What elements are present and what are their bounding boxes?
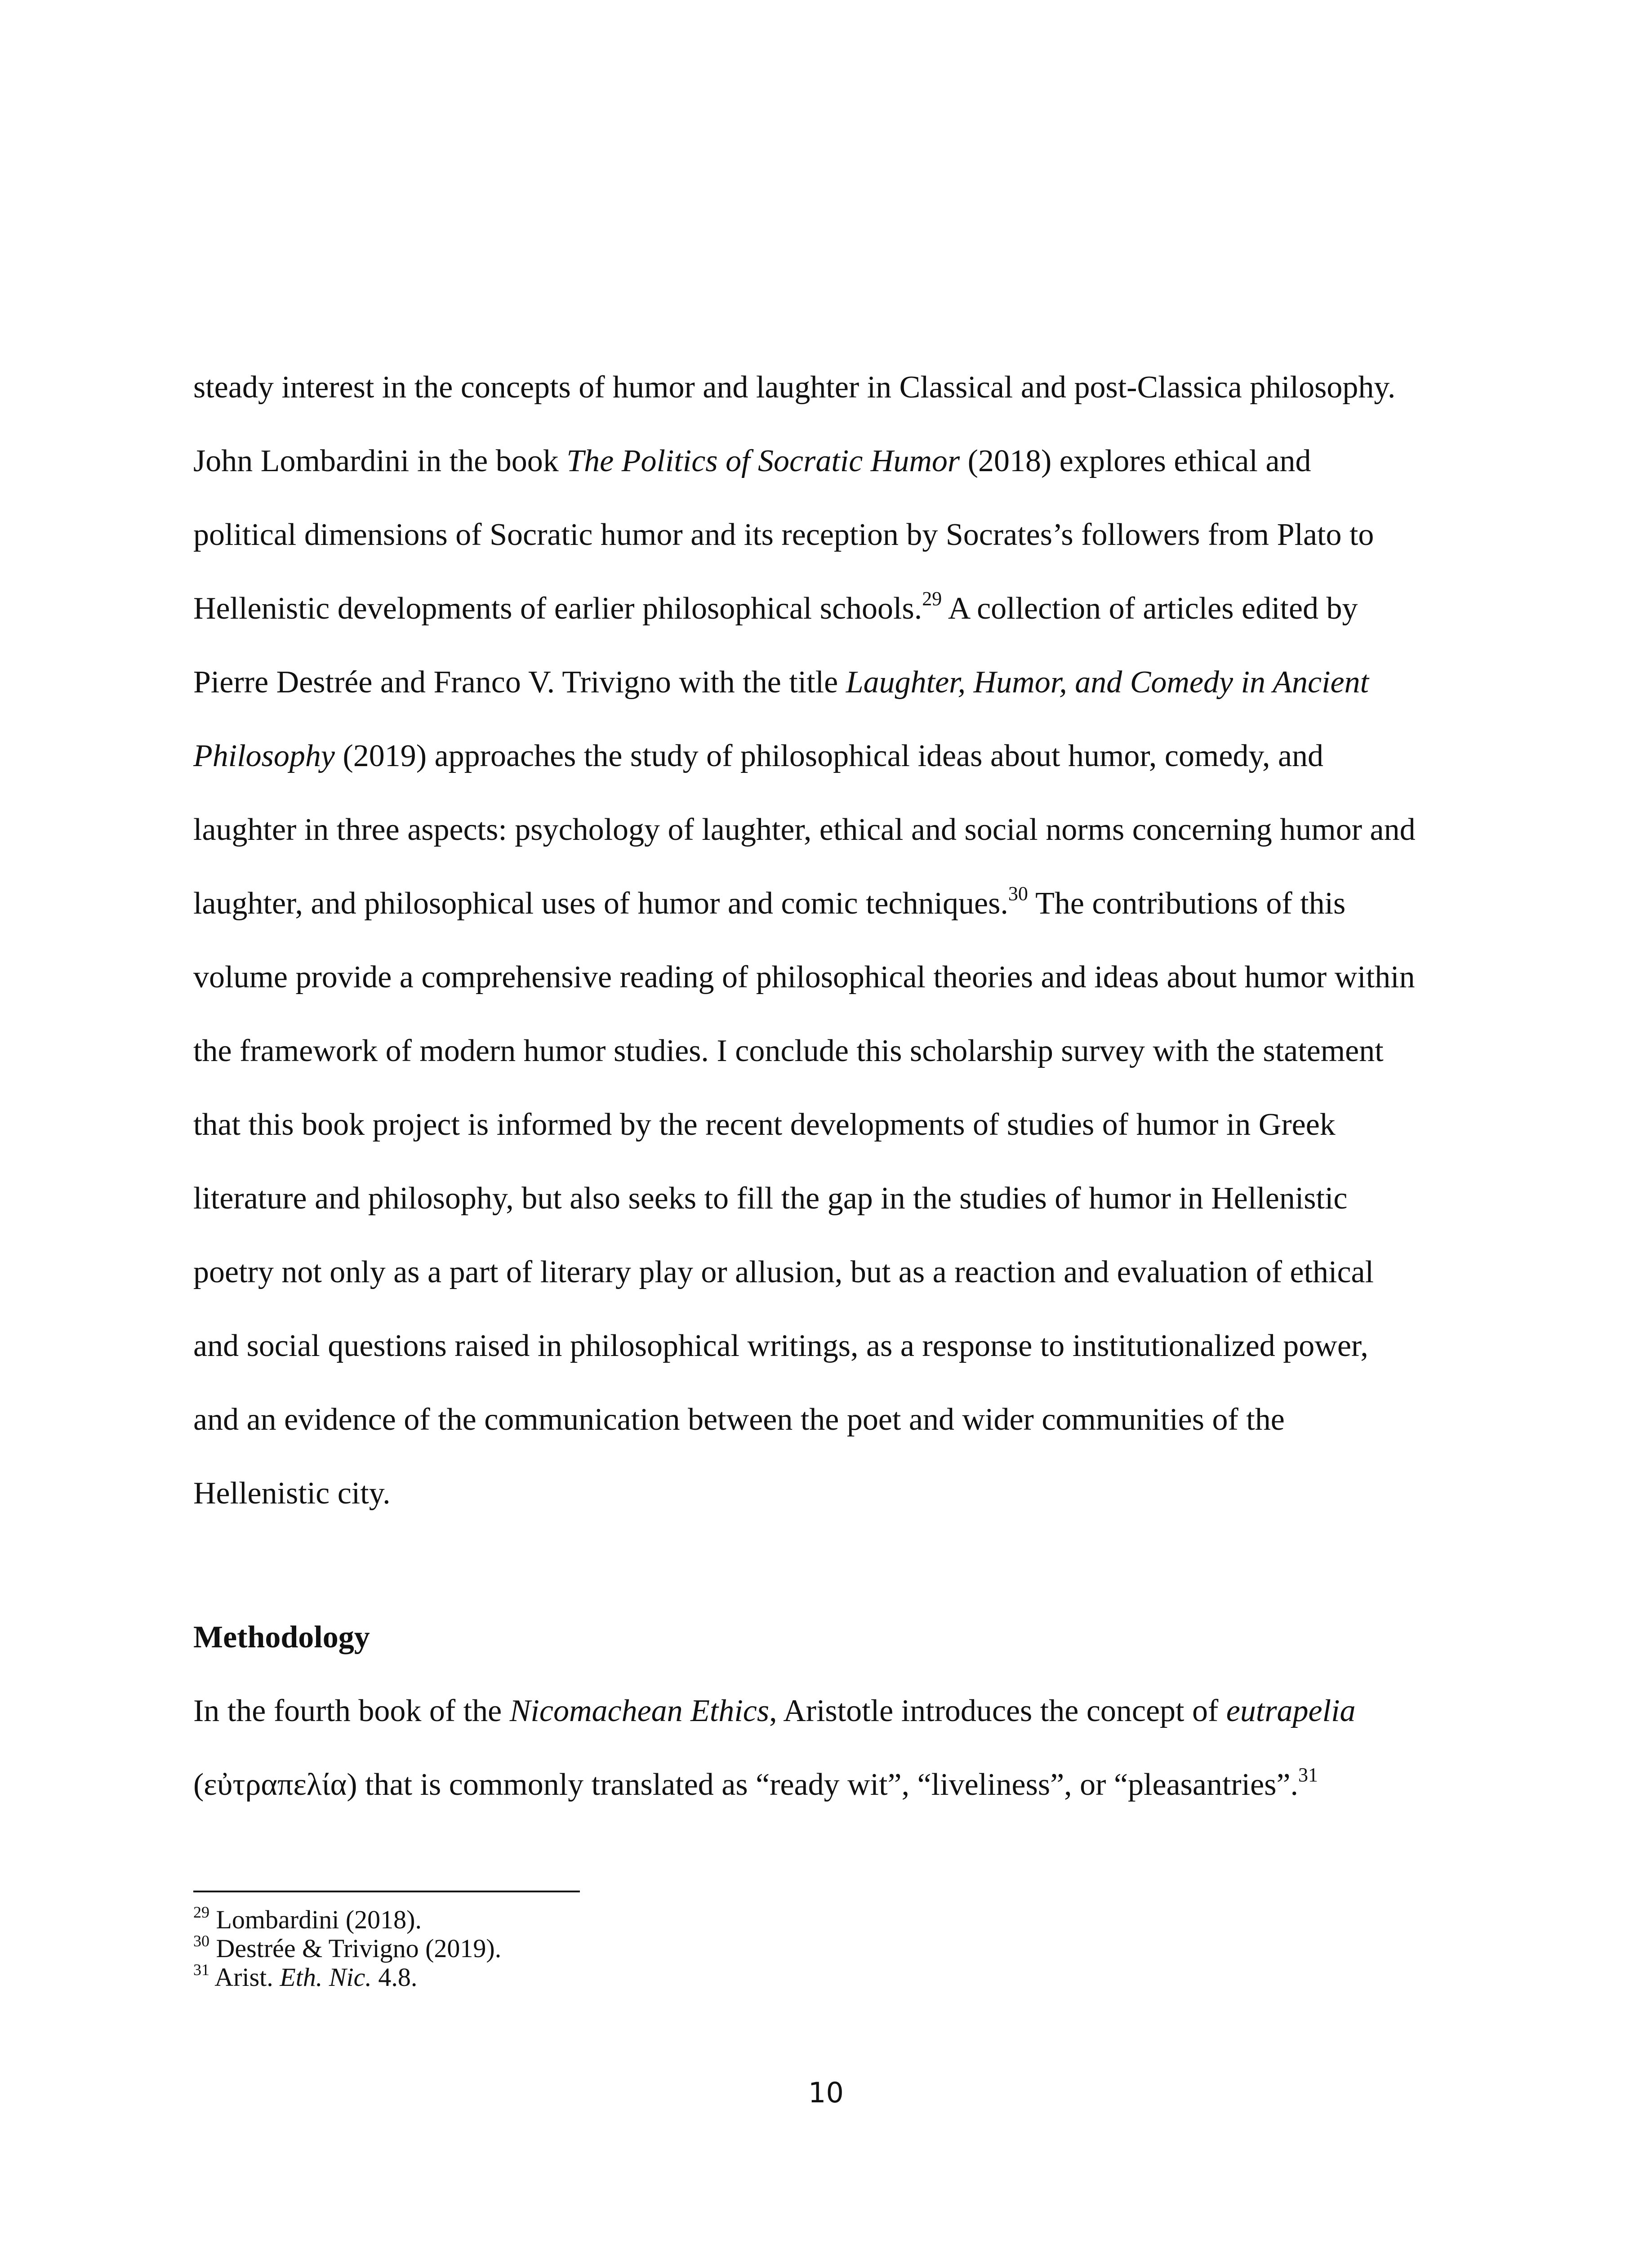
- footnote-ref[interactable]: 29: [922, 587, 942, 610]
- footnote-number: 29: [193, 1903, 209, 1921]
- page-number: 10: [808, 2076, 844, 2109]
- text-line: and social questions raised in philosophical writings, as a response to institutionalized power,: [193, 1329, 1368, 1363]
- methodology-section: [193, 1601, 1452, 1822]
- text-line: Hellenistic city.: [193, 1476, 391, 1511]
- text-line: (εὐτραπελία) that is commonly translated as “ready wit”, “liveliness”, or “pleasantries”.$^{31}$: [193, 1763, 1318, 1802]
- text-line: laughter, and philosophical uses of humor and comic techniques.$^{30}$ The contributions of this: [193, 882, 1346, 921]
- footnotes: [193, 1905, 1452, 1992]
- footnote-separator: [193, 1891, 580, 1892]
- text-line: poetry not only as a part of literary play or allusion, but as a reaction and evaluation of ethical: [193, 1255, 1374, 1289]
- text-line: Pierre Destrée and Franco V. Trivigno with the title Laughter, Humor, and Comedy in Ancient: [193, 665, 1369, 700]
- text-line: that this book project is informed by the recent developments of studies of humor in Greek: [193, 1107, 1336, 1142]
- book-title: Philosophy: [193, 739, 335, 773]
- text-line: laughter in three aspects: psychology of laughter, ethical and social norms concerning humor and: [193, 812, 1416, 847]
- book-title: Laughter, Humor, and Comedy in Ancient: [846, 665, 1369, 700]
- footnote-ref[interactable]: 31: [1298, 1763, 1318, 1786]
- book-title: The Politics of Socratic Humor: [566, 444, 960, 478]
- body-paragraph: [193, 351, 1452, 1530]
- footnote-number: 30: [193, 1931, 209, 1950]
- footnote-ref[interactable]: 30: [1008, 882, 1028, 905]
- text-line: In the fourth book of the Nicomachean Ethics, Aristotle introduces the concept of eutrapelia: [193, 1694, 1356, 1728]
- text-line: political dimensions of Socratic humor and its reception by Socrates’s followers from Plato to: [193, 517, 1374, 552]
- section-heading: Methodology: [193, 1620, 370, 1655]
- term: eutrapelia: [1226, 1694, 1356, 1728]
- footnote: $^{30}$ Destrée & Trivigno (2019).: [193, 1931, 502, 1963]
- text-line: literature and philosophy, but also seeks to fill the gap in the studies of humor in Hellenistic: [193, 1181, 1348, 1216]
- footnote-number: 31: [193, 1960, 209, 1979]
- text-line: Hellenistic developments of earlier philosophical schools.$^{29}$ A collection of articles edited by: [193, 587, 1358, 626]
- text-line: John Lombardini in the book The Politics of Socratic Humor (2018) explores ethical and: [193, 444, 1311, 478]
- text-line: Philosophy (2019) approaches the study of philosophical ideas about humor, comedy, and: [193, 739, 1324, 773]
- text-line: volume provide a comprehensive reading of philosophical theories and ideas about humor within: [193, 960, 1415, 995]
- text-line: steady interest in the concepts of humor and laughter in Classical and post-Classica philosophy.: [193, 370, 1396, 405]
- book-title: Nicomachean Ethics: [509, 1694, 770, 1728]
- text-line: the framework of modern humor studies. I conclude this scholarship survey with the statement: [193, 1034, 1384, 1068]
- footnote: $^{29}$ Lombardini (2018).: [193, 1903, 422, 1934]
- footnote: $^{31}$ Arist. Eth. Nic. 4.8.: [193, 1960, 418, 1992]
- text-line: and an evidence of the communication between the poet and wider communities of the: [193, 1402, 1285, 1437]
